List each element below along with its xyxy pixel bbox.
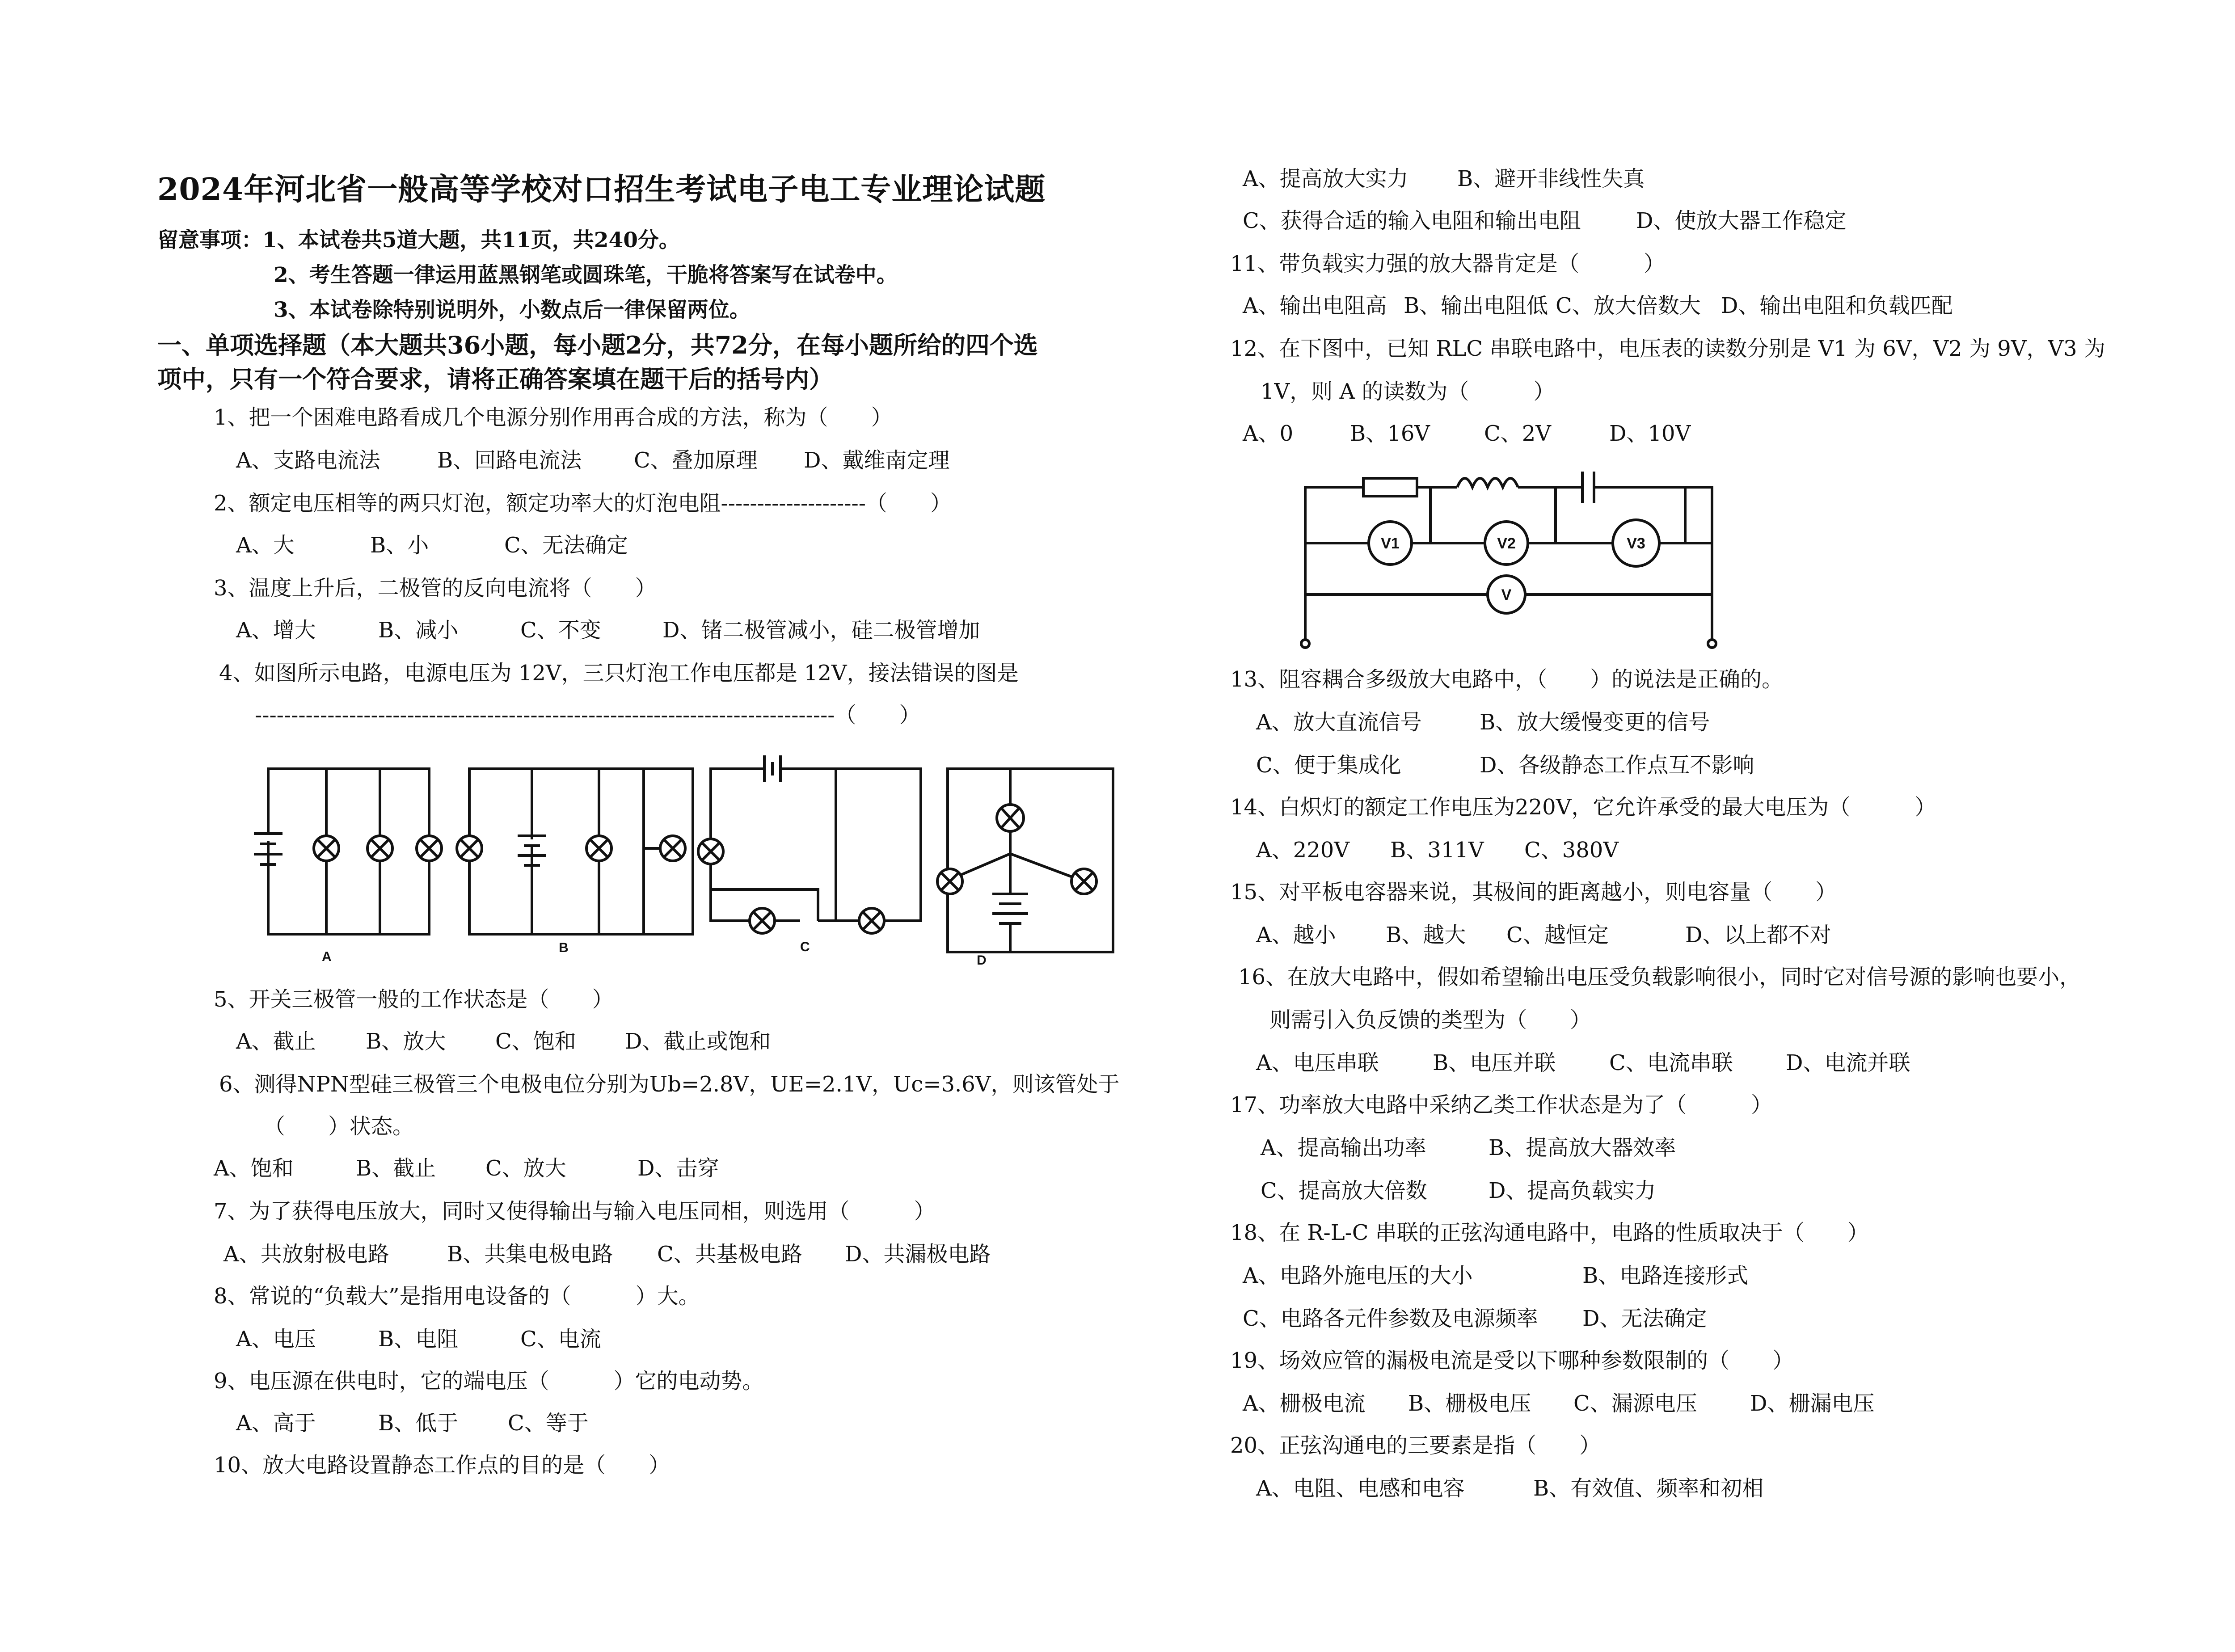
question-11: 11、带负载实力强的放大器肯定是（ ） (1230, 251, 1666, 276)
voltmeter-v-label: V (1501, 586, 1512, 603)
question-9: 9、电压源在供电时，它的端电压（ ）它的电动势。 (214, 1369, 764, 1394)
question-6-line-2: （ ）状态。 (264, 1114, 414, 1139)
question-6-line-1: 6、测得NPN型硅三极管三个电极电位分别为Ub=2.8V，UE=2.1V，Uc=3.6V，则该管处于 (219, 1072, 1120, 1097)
option: C、叠加原理 (634, 448, 758, 473)
option: D、截止或饱和 (625, 1029, 771, 1054)
option: D、无法确定 (1582, 1306, 1707, 1331)
question-4-circuit-figure (250, 742, 1126, 974)
question-12-options (1243, 420, 1691, 447)
option: D、栅漏电压 (1750, 1391, 1875, 1416)
option: C、电路各元件参数及电源频率 (1243, 1306, 1538, 1331)
option: D、电流并联 (1786, 1050, 1910, 1075)
option: C、无法确定 (504, 533, 628, 558)
voltmeter-v2-label: V2 (1497, 535, 1516, 552)
inductor-icon (1457, 478, 1518, 487)
question-19-options (1243, 1390, 1875, 1417)
lamp-icon (367, 836, 392, 861)
option: B、提高放大器效率 (1489, 1135, 1676, 1160)
option: B、共集电极电路 (447, 1242, 613, 1267)
question-10-options-b (1243, 207, 1847, 234)
question-15-options (1256, 922, 1831, 948)
option: D、使放大器工作稳定 (1636, 208, 1847, 233)
option: C、放大倍数大 (1556, 293, 1701, 318)
option: B、低于 (378, 1411, 459, 1436)
option: A、电路外施电压的大小 (1243, 1263, 1473, 1288)
question-13: 13、阻容耦合多级放大电路中，（ ）的说法是正确的。 (1230, 667, 1784, 692)
option: A、共放射极电路 (224, 1242, 389, 1267)
option: B、避开非线性失真 (1457, 166, 1645, 191)
question-10: 10、放大电路设置静态工作点的目的是（ ） (214, 1453, 670, 1478)
question-1: 1、把一个困难电路看成几个电源分别作用再合成的方法，称为（ ） (214, 405, 893, 430)
option: A、电阻、电感和电容 (1256, 1476, 1465, 1501)
figure-label-b: B (559, 940, 569, 955)
option: A、支路电流法 (236, 448, 380, 473)
option: A、高于 (236, 1411, 316, 1436)
option: B、电路连接形式 (1582, 1263, 1749, 1288)
option: A、220V (1256, 838, 1349, 863)
option: B、电压并联 (1433, 1050, 1556, 1075)
option: D、各级静态工作点互不影响 (1480, 753, 1754, 778)
option: C、电流 (520, 1327, 601, 1352)
question-19: 19、场效应管的漏极电流是受以下哪种参数限制的（ ） (1230, 1348, 1794, 1373)
option: A、提高放大实力 (1243, 166, 1408, 191)
option: A、越小 (1256, 923, 1336, 948)
option: A、电压串联 (1256, 1050, 1379, 1075)
question-17-options-a (1261, 1134, 1676, 1161)
question-10-options-a (1243, 165, 1645, 192)
option: C、漏源电压 (1573, 1391, 1697, 1416)
option: C、等于 (508, 1411, 589, 1436)
option: A、0 (1243, 421, 1294, 446)
lamp-icon (417, 836, 442, 861)
option: B、311V (1390, 838, 1484, 863)
option: B、小 (370, 533, 429, 558)
page-title: 2024年河北省一般高等学校对口招生考试电子电工专业理论试题 (157, 172, 1046, 207)
question-17-options-b (1261, 1177, 1656, 1204)
question-12-rlc-figure (1296, 460, 1743, 653)
option: D、提高负载实力 (1489, 1178, 1656, 1203)
option: B、放大 (366, 1029, 446, 1054)
option: B、截止 (356, 1156, 436, 1181)
figure-label-a: A (322, 949, 332, 964)
question-5-options (236, 1028, 771, 1055)
option: D、击穿 (637, 1156, 719, 1181)
option: D、输出电阻和负载匹配 (1721, 293, 1953, 318)
question-15: 15、对平板电容器来说，其极间的距离越小，则电容量（ ） (1230, 880, 1837, 905)
question-18-options-b (1243, 1305, 1707, 1332)
option: B、电阻 (378, 1327, 459, 1352)
question-13-options-a (1256, 709, 1710, 736)
option: C、获得合适的输入电阻和输出电阻 (1243, 208, 1581, 233)
option: B、减小 (378, 618, 459, 643)
question-1-options (236, 447, 950, 474)
question-20-options (1256, 1475, 1763, 1502)
question-6-options (214, 1155, 719, 1182)
figure-label-d: D (977, 953, 987, 968)
question-16-options (1256, 1049, 1910, 1076)
question-11-options (1243, 292, 1953, 319)
question-14-options (1256, 837, 1619, 864)
question-4-line-1: 4、如图所示电路，电源电压为 12V，三只灯泡工作电压都是 12V，接法错误的图是 (219, 661, 1019, 686)
option: C、电流串联 (1609, 1050, 1733, 1075)
question-12-line-1: 12、在下图中，已知 RLC 串联电路中，电压表的读数分别是 V1 为 6V，V2 为 9V，V3 为 (1230, 336, 2105, 361)
option: D、以上都不对 (1685, 923, 1831, 948)
question-3-options (236, 617, 980, 644)
section-heading-1: 一、单项选择题（本大题共36小题，每小题2分，共72分，在每小题所给的四个选 (157, 331, 1038, 359)
question-2: 2、额定电压相等的两只灯泡，额定功率大的灯泡电阻--------------------（ ） (214, 491, 952, 516)
option: B、输出电阻低 (1404, 293, 1548, 318)
option: C、2V (1484, 421, 1551, 446)
figure-label-c: C (800, 940, 810, 954)
terminal-icon (1708, 640, 1716, 648)
question-16-line-2: 则需引入负反馈的类型为（ ） (1269, 1007, 1592, 1032)
option: D、10V (1609, 421, 1691, 446)
question-9-options (236, 1410, 589, 1437)
question-7-options (224, 1241, 991, 1268)
lamp-icon (314, 836, 339, 861)
option: C、共基极电路 (657, 1242, 802, 1267)
option: A、电压 (236, 1327, 316, 1352)
option: B、越大 (1386, 923, 1466, 948)
question-14: 14、白炽灯的额定工作电压为220V，它允许承受的最大电压为（ ） (1230, 795, 1936, 820)
question-18: 18、在 R-L-C 串联的正弦沟通电路中，电路的性质取决于（ ） (1230, 1220, 1869, 1245)
option: A、提高输出功率 (1261, 1135, 1426, 1160)
option: B、放大缓慢变更的信号 (1480, 710, 1710, 735)
option: A、增大 (236, 618, 316, 643)
voltmeter-v3-label: V3 (1627, 535, 1645, 552)
option: C、380V (1524, 838, 1619, 863)
option: C、饱和 (495, 1029, 576, 1054)
option: C、放大 (485, 1156, 566, 1181)
option: D、戴维南定理 (804, 448, 950, 473)
option: A、放大直流信号 (1256, 710, 1422, 735)
option: C、越恒定 (1506, 923, 1609, 948)
option: B、回路电流法 (437, 448, 582, 473)
question-16-line-1: 16、在放大电路中，假如希望输出电压受负载影响很小，同时它对信号源的影响也要小， (1238, 965, 2081, 990)
question-13-options-b (1256, 752, 1754, 779)
option: D、共漏极电路 (845, 1242, 991, 1267)
option: C、不变 (520, 618, 601, 643)
question-5: 5、开关三极管一般的工作状态是（ ） (214, 987, 614, 1012)
option: A、饱和 (214, 1156, 294, 1181)
option: B、有效值、频率和初相 (1533, 1476, 1764, 1501)
option: A、栅极电流 (1243, 1391, 1366, 1416)
section-heading-2: 项中，只有一个符合要求，请将正确答案填在题干后的括号内） (157, 365, 833, 393)
notes-line-3: 3、本试卷除特别说明外，小数点后一律保留两位。 (274, 298, 751, 322)
terminal-icon (1301, 640, 1309, 648)
option: A、输出电阻高 (1243, 293, 1387, 318)
notes-line-1: 留意事项：1、本试卷共5道大题，共11页，共240分。 (157, 228, 680, 253)
question-18-options-a (1243, 1262, 1748, 1289)
question-3: 3、温度上升后，二极管的反向电流将（ ） (214, 576, 657, 601)
option: B、栅极电压 (1408, 1391, 1531, 1416)
question-17: 17、功率放大电路中采纳乙类工作状态是为了（ ） (1230, 1092, 1773, 1117)
resistor-icon (1363, 478, 1417, 496)
question-8: 8、常说的“负载大”是指用电设备的（ ）大。 (214, 1284, 700, 1309)
option: C、便于集成化 (1256, 753, 1401, 778)
question-4-line-2: --------------------------------------------------------------------------------（ ） (255, 703, 921, 728)
question-12-line-2: 1V，则 A 的读数为（ ） (1261, 379, 1555, 404)
option: C、提高放大倍数 (1261, 1178, 1427, 1203)
option: A、截止 (236, 1029, 316, 1054)
option: D、锗二极管减小，硅二极管增加 (662, 618, 980, 643)
question-2-options (236, 532, 628, 559)
question-7: 7、为了获得电压放大，同时又使得输出与输入电压同相，则选用（ ） (214, 1199, 936, 1224)
notes-line-2: 2、考生答题一律运用蓝黑钢笔或圆珠笔，干脆将答案写在试卷中。 (274, 263, 898, 287)
option: B、16V (1350, 421, 1430, 446)
option: A、大 (236, 533, 295, 558)
question-20: 20、正弦沟通电的三要素是指（ ） (1230, 1433, 1601, 1458)
voltmeter-v1-label: V1 (1381, 535, 1400, 552)
question-8-options (236, 1326, 601, 1353)
